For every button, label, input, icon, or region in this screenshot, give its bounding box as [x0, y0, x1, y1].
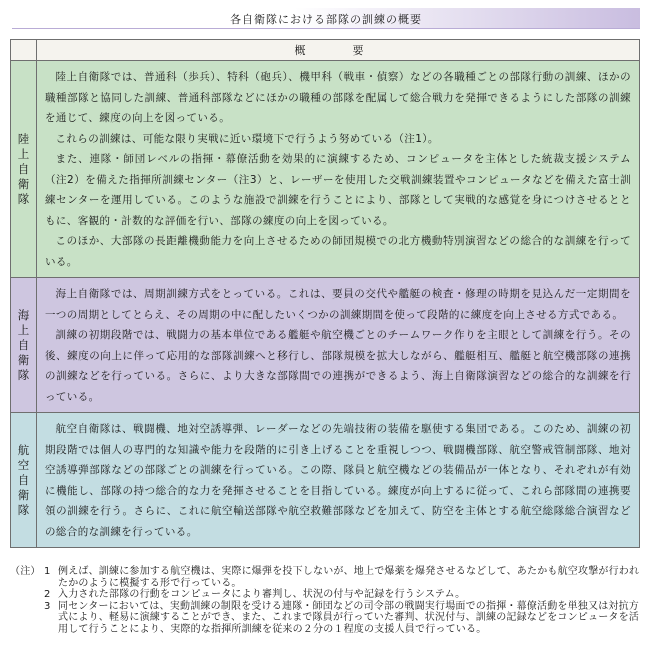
training-overview-table — [10, 39, 640, 548]
side-char: 自 — [17, 337, 30, 352]
row-air-self-defense-force — [11, 413, 640, 548]
header-corner-cell — [11, 40, 37, 61]
footnote-item — [10, 566, 640, 589]
description-cell — [37, 413, 640, 548]
title-bar — [12, 8, 640, 29]
footnotes — [10, 566, 640, 635]
row-maritime-self-defense-force — [11, 278, 640, 413]
side-char: 隊 — [17, 191, 30, 206]
paragraph: これらの訓練は、可能な限り実戦に近い環境下で行うよう努めている（注1）。 — [55, 132, 439, 145]
side-char: 隊 — [17, 502, 30, 517]
paragraph: 海上自衛隊では、周期訓練方式をとっている。これは、要員の交代や艦艇の検査・修理の時期を見込んだ一定期間を一つの周期としてとらえ、その周期の中に配したいくつかの訓練期間を使って段階的に練度を向上させる方式である。 — [45, 288, 631, 321]
side-char: 隊 — [17, 367, 30, 382]
vertical-label — [18, 308, 30, 383]
footnote-tag: （注） — [10, 566, 41, 577]
vertical-label — [18, 132, 30, 207]
side-label-cell — [11, 278, 37, 413]
side-char: 上 — [17, 146, 30, 161]
side-char: 衛 — [17, 176, 30, 191]
row-ground-self-defense-force — [11, 61, 640, 278]
footnote-item — [10, 589, 640, 601]
footnote-text: 入力された部隊の行動をコンピュータにより審判し、状況の付与や記録を行うシステム。 — [58, 589, 466, 600]
side-char: 空 — [17, 457, 30, 472]
side-char: 海 — [17, 307, 30, 322]
side-char: 衛 — [17, 352, 30, 367]
footnote-number: 2 — [44, 589, 51, 600]
side-char: 上 — [17, 322, 30, 337]
paragraph: また、連隊・師団レベルの指揮・幕僚活動を効果的に演練するため、コンピュータを主体とした統裁支援システム（注2）を備えた指揮所訓練センター（注3）と、レーザーを使用した交戦訓練装置やコンピュータなどを備えた富士訓練センターを運用している。このような施設で訓練を行うことにより、部隊として実戦的な感覚を身につけさせるとともに、客観的・計数的な評価を行い、部隊の練度の向上を図っている。 — [45, 153, 631, 227]
footnote-text: 例えば、訓練に参加する航空機は、実際に爆弾を投下しないが、地上で爆薬を爆発させるなどして、あたかも航空攻撃が行われたかのように模擬する形で行っている。 — [58, 566, 640, 589]
side-char: 衛 — [17, 487, 30, 502]
paragraph: このほか、大部隊の長距離機動能力を向上させるための師団規模での北方機動特別演習などの総合的な訓練を行っている。 — [45, 235, 631, 268]
paragraph: 陸上自衛隊では、普通科（歩兵）、特科（砲兵）、機甲科（戦車・偵察）などの各職種ごとの部隊行動の訓練、ほかの職種部隊と協同した訓練、普通科部隊などにほかの職種の部隊を配属して総合戦力を発揮できるようにした部隊の訓練を通じて、練度の向上を図っている。 — [45, 71, 631, 124]
description-cell — [37, 61, 640, 278]
paragraph: 航空自衛隊は、戦闘機、地対空誘導弾、レーダーなどの先端技術の装備を駆使する集団である。このため、訓練の初期段階では個人の専門的な知識や能力を段階的に引き上げることを重視しつつ、戦闘機部隊、航空警戒管制部隊、地対空誘導弾部隊などの部隊ごとの訓練を行っている。この際、隊員と航空機などの装備品が一体となり、それぞれが有効に機能し、部隊の持つ総合的な力を発揮させることを目指している。練度が向上するに従って、これら部隊間の連携要領の訓練を行う。さらに、これに航空輸送部隊や航空救難部隊などを加えて、防空を主体とする航空総隊総合演習などの総合的な訓練を行っている。 — [45, 423, 631, 538]
side-char: 自 — [17, 472, 30, 487]
vertical-label — [18, 443, 30, 518]
table-header-row — [11, 40, 640, 61]
side-char: 航 — [17, 442, 30, 457]
side-label-cell — [11, 61, 37, 278]
footnote-number: 1 — [44, 566, 51, 577]
side-char: 陸 — [17, 131, 30, 146]
header-label: 概 要 — [37, 40, 640, 61]
footnote-text: 同センターにおいては、実動訓練の制限を受ける連隊・師団などの司令部の戦闘実行場面での指揮・幕僚活動を単独又は対抗方式により、軽易に演練することができ、また、これまで隊員が行っていた審判、状況付与、訓練の記録などをコンピュータを活用して行うことにより、実際的な指揮所訓練を従来の２分の１程度の支援人員で行っている。 — [58, 600, 639, 635]
side-char: 自 — [17, 161, 30, 176]
footnote-number: 3 — [44, 600, 51, 612]
description-cell — [37, 278, 640, 413]
footnote-item — [10, 601, 640, 636]
page-title: 各自衛隊における部隊の訓練の概要 — [230, 13, 422, 26]
side-label-cell — [11, 413, 37, 548]
paragraph: 訓練の初期段階では、戦闘力の基本単位である艦艇や航空機ごとのチームワーク作りを主眼として訓練を行う。その後、練度の向上に伴って応用的な部隊訓練へと移行し、部隊規模を拡大しながら、艦艇相互、艦艇と航空機部隊の連携の訓練などを行っている。さらに、より大きな部隊間での連携ができるよう、海上自衛隊演習などの総合的な訓練を行っている。 — [45, 329, 631, 403]
